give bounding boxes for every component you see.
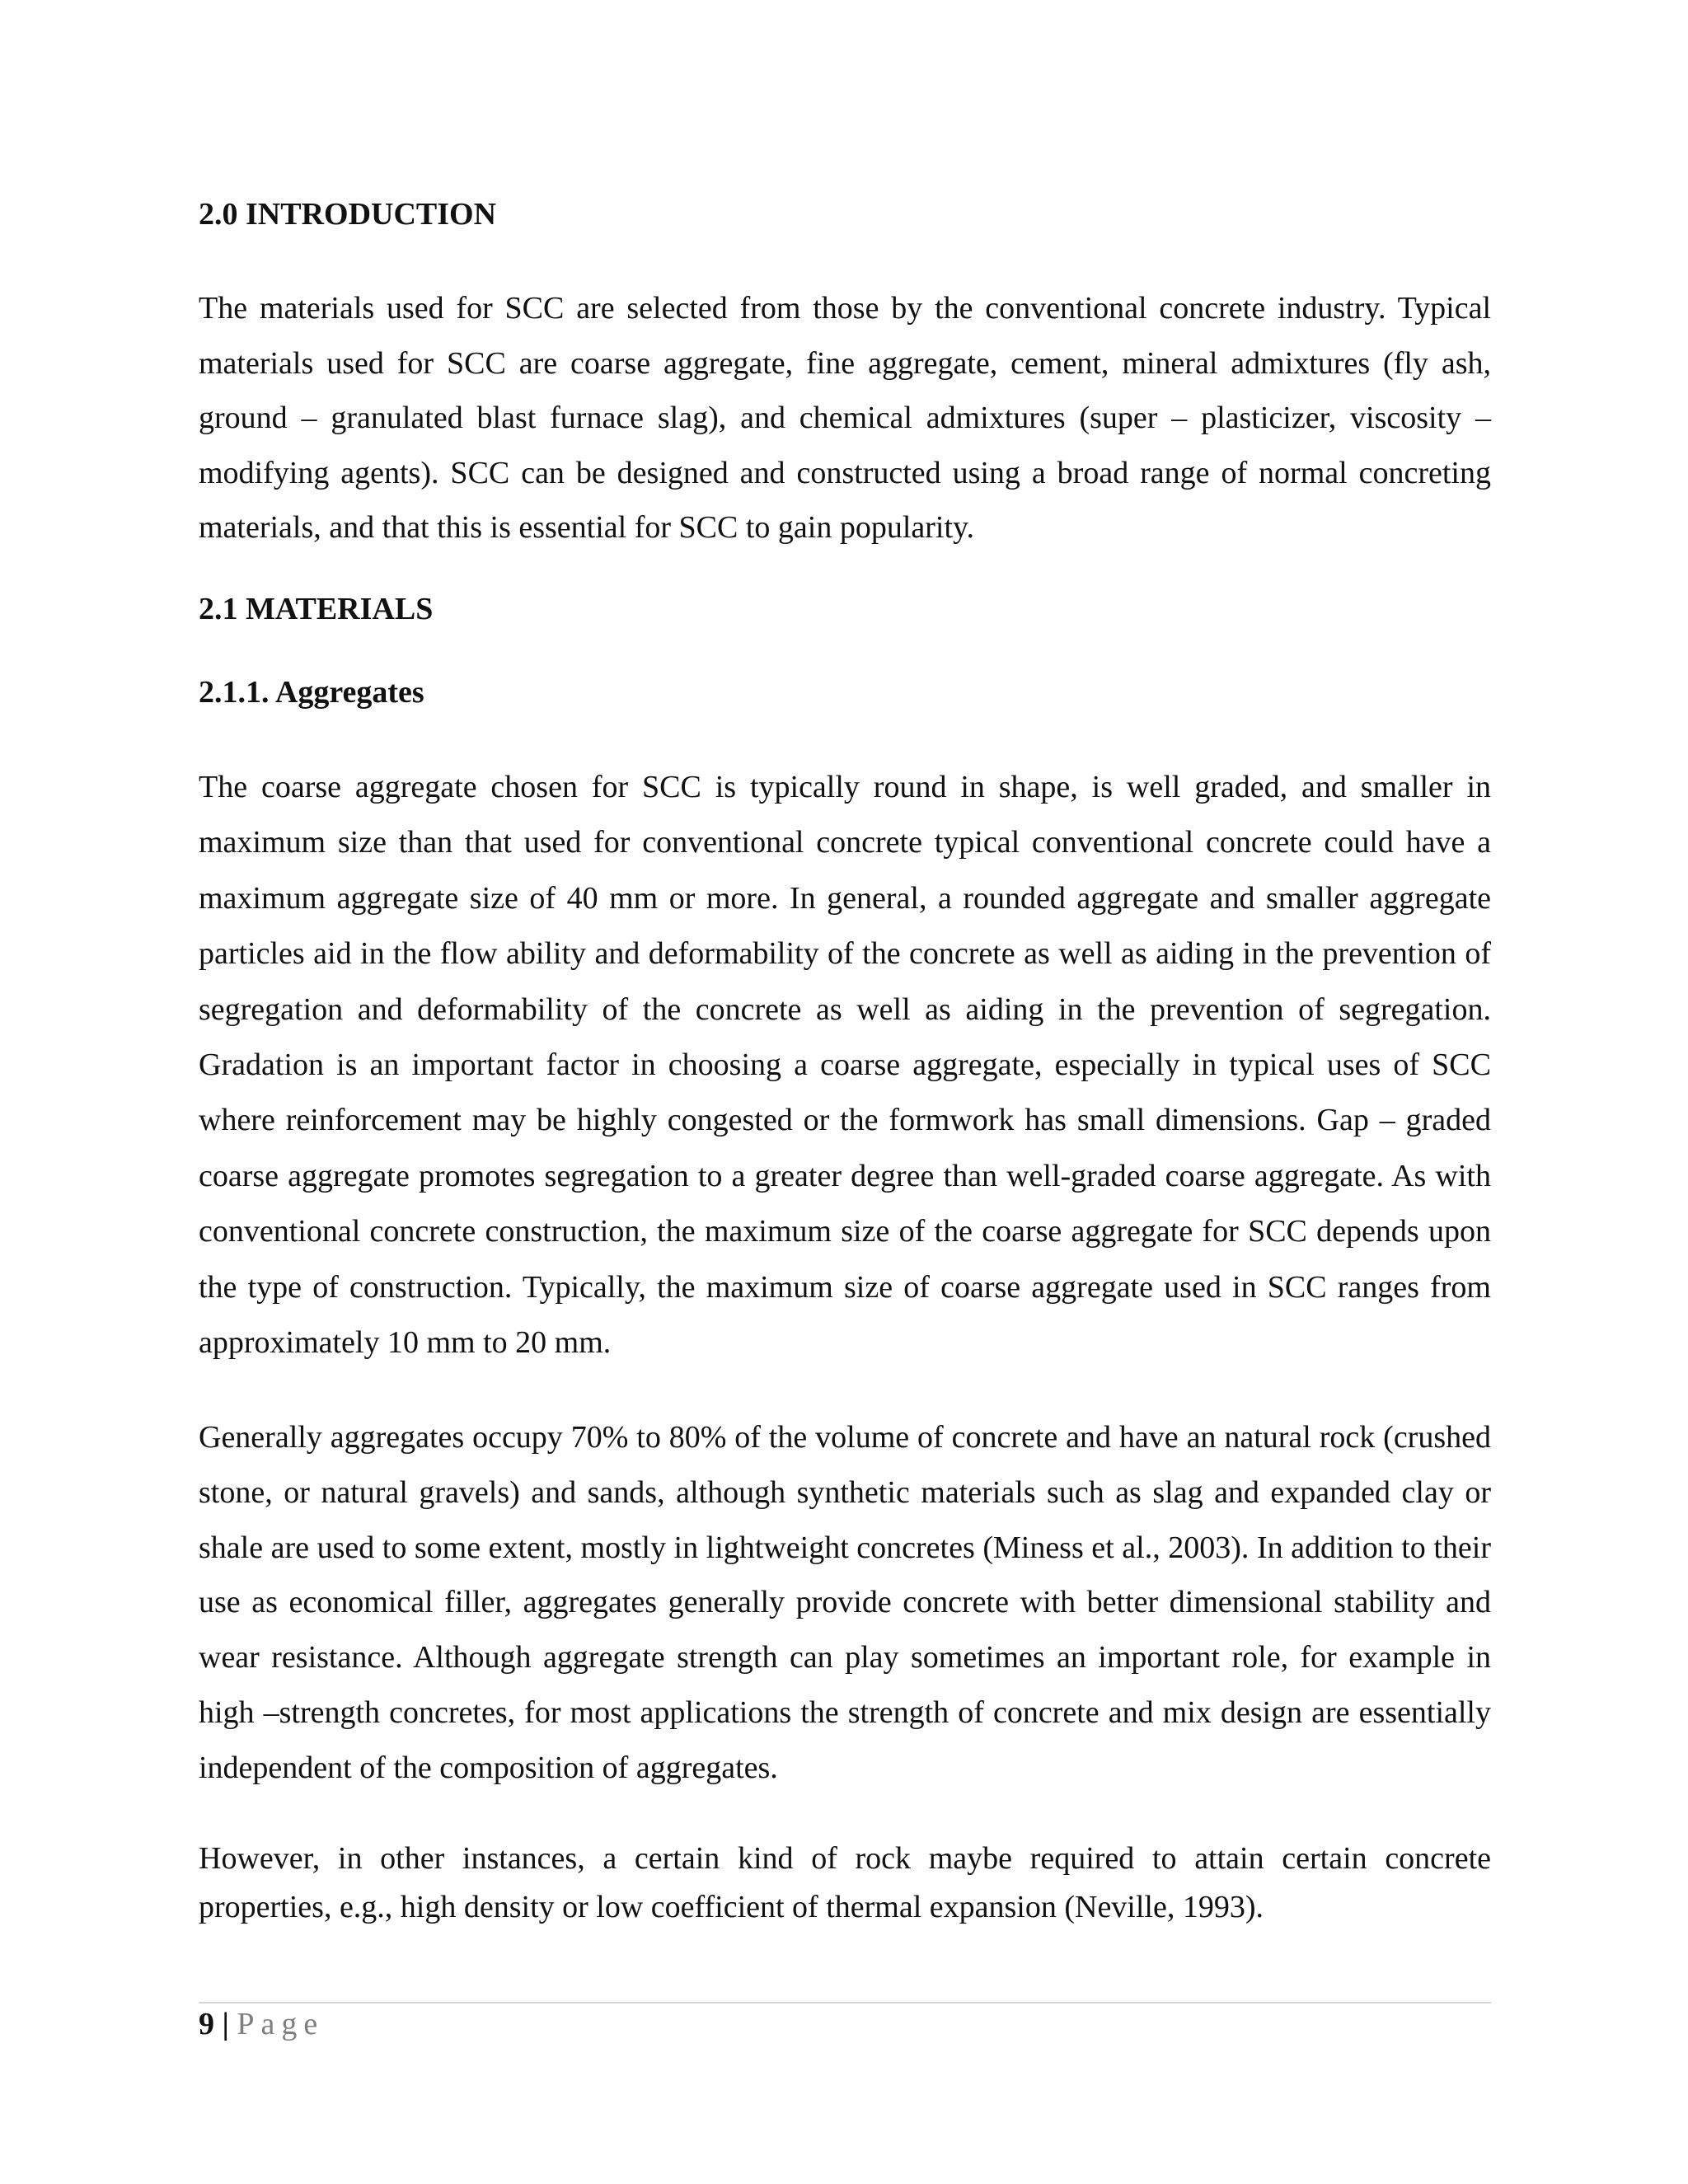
- footer-separator: |: [214, 2007, 237, 2041]
- page-footer: [199, 2006, 324, 2042]
- aggregates-paragraph-1: The coarse aggregate chosen for SCC is typically round in shape, is well graded, and smaller in maximum size than that used for conventional concrete typical conventional concrete could have a maximum aggregate size of 40 mm or more. In general, a rounded aggregate and smaller aggregate particles aid in the flow ability and deformability of the concrete as well as aiding in the prevention of segregation and deformability of the concrete as well as aiding in the prevention of segregation. Gradation is an important factor in choosing a coarse aggregate, especially in typical uses of SCC where reinforcement may be highly congested or the formwork has small dimensions. Gap – graded coarse aggregate promotes segregation to a greater degree than well-graded coarse aggregate. As with conventional concrete construction, the maximum size of the coarse aggregate for SCC depends upon the type of construction. Typically, the maximum size of coarse aggregate used in SCC ranges from approximately 10 mm to 20 mm.: [199, 770, 1491, 1361]
- section-heading-materials: 2.1 MATERIALS: [199, 592, 434, 626]
- page-number: 9: [199, 2007, 214, 2041]
- intro-paragraph: The materials used for SCC are selected from those by the conventional concrete industry. Typical materials used for SCC are coarse aggregate, fine aggregate, cement, mineral admixtures (fly ash, ground – granulated blast furnace slag), and chemical admixtures (super – plasticizer, viscosity – modifying agents). SCC can be designed and constructed using a broad range of normal concreting materials, and that this is essential for SCC to gain popularity.: [199, 291, 1491, 545]
- document-page: [199, 0, 1491, 2184]
- aggregates-paragraph-2: Generally aggregates occupy 70% to 80% of the volume of concrete and have an natural rock (crushed stone, or natural gravels) and sands, although synthetic materials such as slag and expanded clay or shale are used to some extent, mostly in lightweight concretes (Miness et al., 2003). In addition to their use as economical filler, aggregates generally provide concrete with better dimensional stability and wear resistance. Although aggregate strength can play sometimes an important role, for example in high –strength concretes, for most applications the strength of concrete and mix design are essentially independent of the composition of aggregates.: [199, 1420, 1491, 1785]
- page-label: Page: [237, 2007, 325, 2041]
- section-heading-introduction: 2.0 INTRODUCTION: [199, 197, 497, 232]
- aggregates-paragraph-3: However, in other instances, a certain kind of rock maybe required to attain certain concrete properties, e.g., high density or low coefficient of thermal expansion (Neville, 1993).: [199, 1841, 1491, 1924]
- footer-divider: [199, 2002, 1491, 2004]
- subsection-heading-aggregates: 2.1.1. Aggregates: [199, 675, 424, 710]
